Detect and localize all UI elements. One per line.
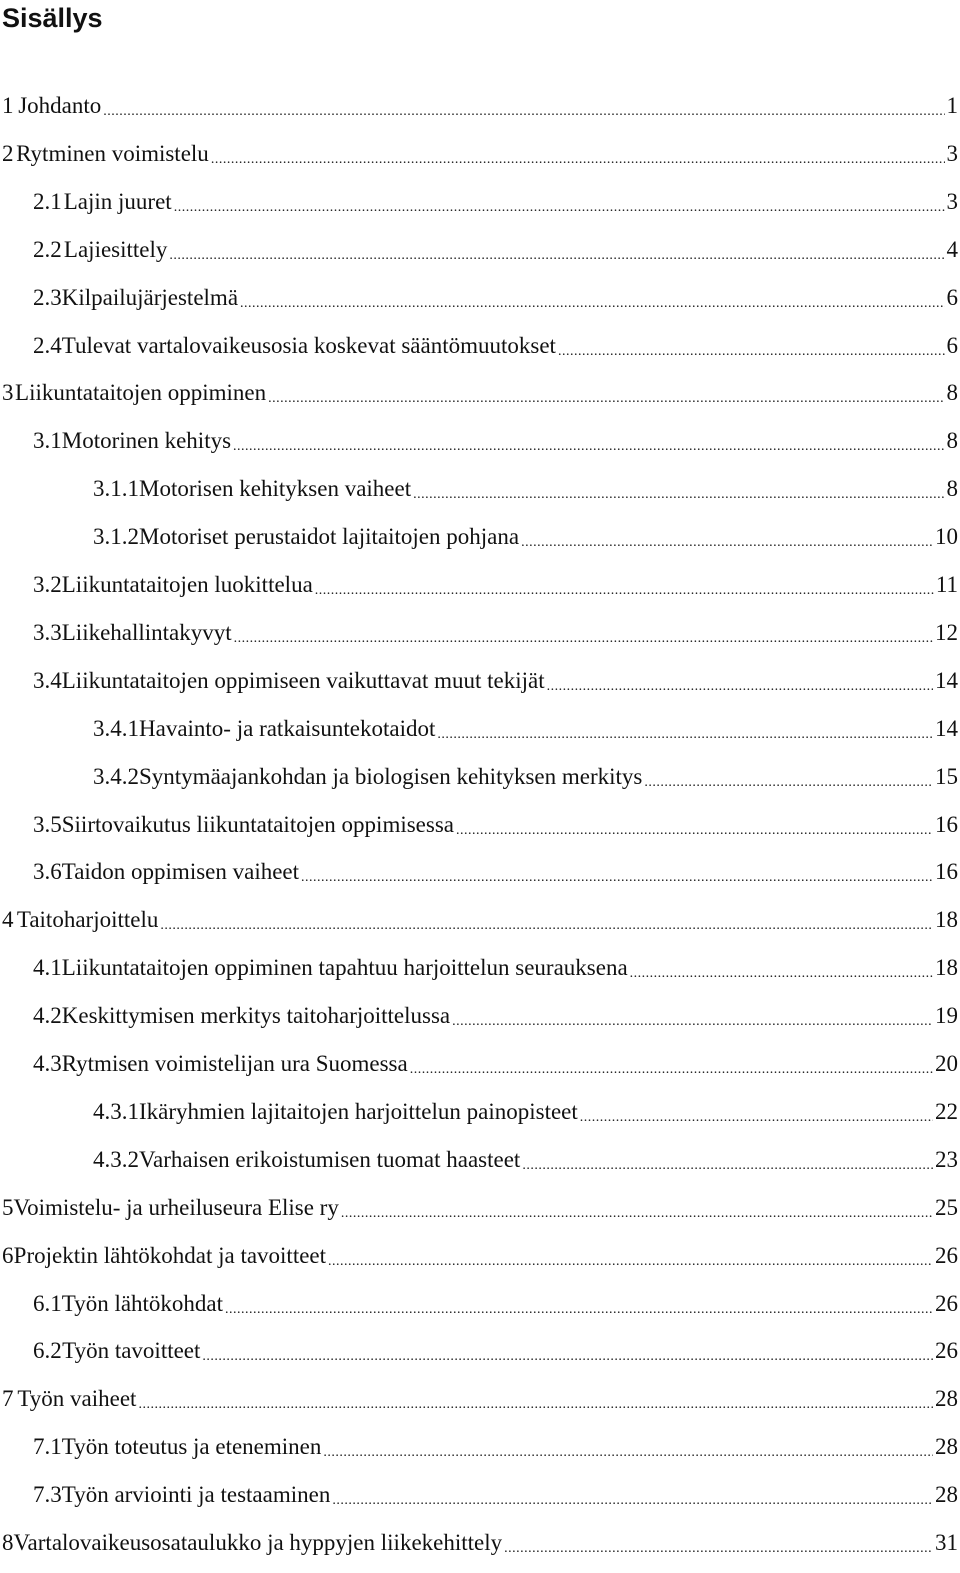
toc-entry[interactable] (0, 609, 960, 657)
toc-entry-page: 12 (935, 609, 960, 657)
toc-entry-page: 6 (947, 274, 960, 322)
toc-dot-leader (169, 228, 944, 280)
toc-entry[interactable] (0, 1184, 960, 1232)
toc-dot-leader (332, 1473, 933, 1525)
toc-dot-leader (233, 419, 944, 471)
toc-entry-page: 4 (947, 226, 960, 274)
toc-entry[interactable] (0, 1423, 960, 1471)
toc-entry[interactable] (0, 1375, 960, 1423)
toc-entry-number: 4.1 (33, 944, 62, 992)
toc-entry-page: 10 (935, 513, 960, 561)
toc-entry[interactable] (0, 513, 960, 561)
toc-entry-title: Motorinen kehitys (62, 417, 231, 465)
toc-entry[interactable] (0, 801, 960, 849)
toc-entry-title: Syntymäajankohdan ja biologisen kehityksen merkitys (139, 753, 642, 801)
toc-entry-page: 22 (935, 1088, 960, 1136)
toc-entry-page: 6 (947, 322, 960, 370)
toc-entry[interactable] (0, 1136, 960, 1184)
toc-entry-number: 6.1 (33, 1280, 62, 1328)
toc-entry[interactable] (0, 848, 960, 896)
toc-entry-page: 16 (935, 848, 960, 896)
toc-entry-number: 4 (2, 896, 17, 944)
toc-dot-leader (268, 371, 944, 423)
toc-entry-title: Työn arviointi ja testaaminen (62, 1471, 331, 1519)
toc-dot-leader (410, 1042, 933, 1094)
toc-entry-title: Havainto- ja ratkaisuntekotaidot (139, 705, 435, 753)
toc-entry-page: 25 (935, 1184, 960, 1232)
toc-entry-number: 2 (2, 130, 16, 178)
toc-entry[interactable] (0, 178, 960, 226)
toc-entry-page: 14 (935, 657, 960, 705)
toc-dot-leader (202, 1329, 933, 1381)
toc-entry[interactable] (0, 465, 960, 513)
toc-dot-leader (452, 994, 933, 1046)
toc-entry-page: 8 (947, 417, 960, 465)
toc-entry-page: 18 (935, 944, 960, 992)
toc-entry-title: Lajiesittely (64, 226, 167, 274)
toc-entry-number: 3.4 (33, 657, 62, 705)
toc-entry-number: 5 (2, 1184, 14, 1232)
toc-entry-title: Motorisen kehityksen vaiheet (139, 465, 411, 513)
toc-entry-page: 3 (947, 178, 960, 226)
toc-entry-number: 3 (2, 369, 15, 417)
toc-entry-title: Työn vaiheet (17, 1375, 136, 1423)
toc-entry-number: 7 (2, 1375, 17, 1423)
toc-entry-title: Projektin lähtökohdat ja tavoitteet (14, 1232, 326, 1280)
toc-entry-page: 8 (947, 465, 960, 513)
toc-entry[interactable] (0, 561, 960, 609)
page-title: Sisällys (2, 0, 103, 36)
toc-entry-page: 26 (935, 1327, 960, 1375)
toc-entry-number: 6.2 (33, 1327, 62, 1375)
toc-entry-number: 3.6 (33, 848, 62, 896)
toc-entry-title: Taitoharjoittelu (17, 896, 158, 944)
toc-entry[interactable] (0, 226, 960, 274)
toc-entry-title: Siirtovaikutus liikuntataitojen oppimisessa (62, 801, 454, 849)
toc-entry-number: 3.4.2 (93, 753, 139, 801)
toc-dot-leader (456, 803, 933, 855)
toc-entry-title: Taidon oppimisen vaiheet (62, 848, 299, 896)
toc-dot-leader (328, 1234, 933, 1286)
toc-entry-page: 3 (947, 130, 960, 178)
toc-entry-title: Motoriset perustaidot lajitaitojen pohjana (139, 513, 519, 561)
toc-entry-number: 2.1 (33, 178, 64, 226)
toc-entry-title: Liikehallintakyvyt (62, 609, 232, 657)
toc-dot-leader (225, 1282, 933, 1334)
toc-entry[interactable] (0, 1232, 960, 1280)
toc-dot-leader (341, 1186, 933, 1238)
toc-entry-page: 11 (936, 561, 960, 609)
toc-entry-page: 23 (935, 1136, 960, 1184)
toc-entry-title: Työn tavoitteet (62, 1327, 200, 1375)
toc-entry[interactable] (0, 1327, 960, 1375)
toc-entry-title: Tulevat vartalovaikeusosia koskevat sääntömuutokset (62, 322, 556, 370)
toc-dot-leader (558, 324, 945, 376)
toc-dot-leader (630, 946, 933, 998)
toc-entry-page: 8 (947, 369, 960, 417)
toc-entry-title: Vartalovaikeusosataulukko ja hyppyjen liikekehittely (14, 1519, 503, 1567)
toc-entry[interactable] (0, 82, 960, 130)
toc-dot-leader (644, 755, 933, 807)
toc-entry-page: 1 (947, 82, 960, 130)
toc-entry-page: 20 (935, 1040, 960, 1088)
toc-entry[interactable] (0, 705, 960, 753)
toc-entry-number: 3.1 (33, 417, 62, 465)
toc-entry-page: 28 (935, 1471, 960, 1519)
toc-entry-number: 3.1.1 (93, 465, 139, 513)
toc-entry-title: Liikuntataitojen luokittelua (62, 561, 313, 609)
toc-dot-leader (103, 84, 944, 136)
toc-dot-leader (138, 1377, 933, 1429)
toc-dot-leader (413, 467, 944, 519)
toc-entry-number: 8 (2, 1519, 14, 1567)
toc-entry-page: 19 (935, 992, 960, 1040)
toc-entry-number: 3.4.1 (93, 705, 139, 753)
toc-entry-number: 6 (2, 1232, 14, 1280)
toc-entry-title: Keskittymisen merkitys taitoharjoittelussa (62, 992, 450, 1040)
toc-dot-leader (521, 515, 933, 567)
toc-entry[interactable] (0, 1519, 960, 1567)
toc-dot-leader (504, 1521, 933, 1573)
toc-entry-page: 15 (935, 753, 960, 801)
toc-entry-page: 26 (935, 1280, 960, 1328)
toc-entry-number: 3.2 (33, 561, 62, 609)
toc-entry-number: 3.1.2 (93, 513, 139, 561)
toc-dot-leader (234, 611, 933, 663)
toc-entry-title: Kilpailujärjestelmä (62, 274, 238, 322)
toc-entry[interactable] (0, 992, 960, 1040)
toc-entry-page: 28 (935, 1423, 960, 1471)
toc-entry-number: 4.3 (33, 1040, 62, 1088)
toc-entry-number: 2.3 (33, 274, 62, 322)
toc-entry-number: 3.3 (33, 609, 62, 657)
toc-entry-title: Liikuntataitojen oppimiseen vaikuttavat muut tekijät (62, 657, 545, 705)
toc-entry-number: 7.3 (33, 1471, 62, 1519)
toc-entry-title: Liikuntataitojen oppiminen tapahtuu harjoittelun seurauksena (62, 944, 628, 992)
toc-entry-number: 1 (2, 82, 18, 130)
toc-entry[interactable] (0, 944, 960, 992)
toc-entry[interactable] (0, 417, 960, 465)
toc-dot-leader (174, 180, 945, 232)
toc-entry-page: 28 (935, 1375, 960, 1423)
toc-entry-number: 4.3.1 (93, 1088, 139, 1136)
toc-dot-leader (522, 1138, 933, 1190)
toc-entry[interactable] (0, 657, 960, 705)
toc-entry-title: Rytmisen voimistelijan ura Suomessa (62, 1040, 408, 1088)
toc-entry-number: 2.2 (33, 226, 64, 274)
toc-dot-leader (323, 1425, 933, 1477)
toc-entry[interactable] (0, 896, 960, 944)
toc-dot-leader (211, 132, 945, 184)
toc-entry-number: 4.2 (33, 992, 62, 1040)
toc-entry[interactable] (0, 1088, 960, 1136)
toc-entry-number: 3.5 (33, 801, 62, 849)
toc-dot-leader (301, 850, 933, 902)
toc-entry-page: 14 (935, 705, 960, 753)
toc-entry-title: Voimistelu- ja urheiluseura Elise ry (14, 1184, 339, 1232)
toc-entry-page: 16 (935, 801, 960, 849)
toc-entry[interactable] (0, 322, 960, 370)
toc-dot-leader (160, 898, 933, 950)
toc-entry-title: Liikuntataitojen oppiminen (15, 369, 266, 417)
toc-entry-page: 18 (935, 896, 960, 944)
toc-entry[interactable] (0, 753, 960, 801)
toc-dot-leader (437, 707, 933, 759)
toc-entry-page: 31 (935, 1519, 960, 1567)
toc-entry-title: Johdanto (18, 82, 101, 130)
toc-entry-number: 2.4 (33, 322, 62, 370)
toc-entry[interactable] (0, 1280, 960, 1328)
toc-entry-page: 26 (935, 1232, 960, 1280)
toc-entry[interactable] (0, 369, 960, 417)
toc-entry[interactable] (0, 130, 960, 178)
toc-entry-title: Lajin juuret (64, 178, 172, 226)
toc-entry[interactable] (0, 1471, 960, 1519)
toc-dot-leader (547, 659, 933, 711)
toc-entry-title: Varhaisen erikoistumisen tuomat haasteet (139, 1136, 520, 1184)
toc-entry[interactable] (0, 1040, 960, 1088)
toc-entry-title: Ikäryhmien lajitaitojen harjoittelun painopisteet (139, 1088, 578, 1136)
toc-entry-number: 7.1 (33, 1423, 62, 1471)
toc-entry-title: Työn lähtökohdat (62, 1280, 223, 1328)
toc-dot-leader (315, 563, 934, 615)
toc-entry[interactable] (0, 274, 960, 322)
toc-dot-leader (240, 276, 944, 328)
toc-entry-number: 4.3.2 (93, 1136, 139, 1184)
toc-entry-title: Rytminen voimistelu (16, 130, 209, 178)
toc-entry-title: Työn toteutus ja eteneminen (62, 1423, 322, 1471)
toc-dot-leader (580, 1090, 933, 1142)
